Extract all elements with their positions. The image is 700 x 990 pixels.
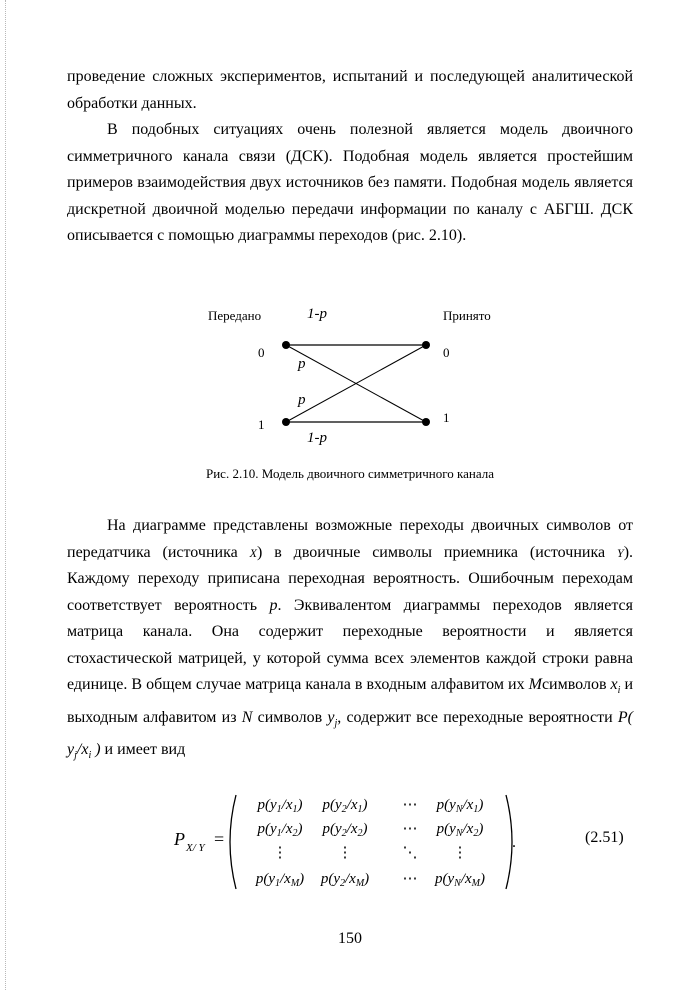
p3-text-5: символов — [541, 676, 611, 693]
p3-text-4: . Эквивалентом диаграммы переходов является матрица канала. Она содержит переходные вероятности и является стохастической матрицей, у которой сумма всех элементов каждой строки равна единице. В общем случае матрица канала в входным алфавитом их — [67, 596, 634, 693]
symbol-yj — [327, 708, 338, 729]
matrix-cell-r1-c3: $p(y_N/x_2)$ — [436, 821, 484, 839]
matrix-cell-r0-c0: $p(y_1/x_1)$ — [257, 797, 303, 815]
symbol-yj-base: y — [327, 708, 335, 726]
bsc-diagram-graphic — [200, 300, 500, 460]
p3-text-3: ). Каждому переходу приписана переходная вероятность. Ошибочным переходам соответствует вероятность — [67, 543, 634, 614]
matrix-lhs: P — [174, 829, 185, 849]
output-node-1 — [422, 418, 430, 426]
output-label-0: 0 — [443, 345, 450, 360]
left-paren — [230, 795, 236, 889]
received-label: Принято — [443, 308, 491, 323]
output-node-0 — [422, 341, 430, 349]
paragraph-2: В подобных ситуациях очень полезной является модель двоичного симметричного канала связи (ДСК). Подобная модель является простейшим примеров взаимодействия двух источников без памяти. Подобная модель является дискретной двоичной моделью передачи информации по каналу с АБГШ. ДСК описывается с помощью диаграммы переходов (рис. 2.10). — [67, 121, 633, 244]
p3-text-8: , содержит все переходные вероятности — [337, 708, 618, 726]
formula-period: . — [512, 834, 516, 851]
matrix-lhs-sub: X/ Y — [186, 842, 205, 854]
page-number: 150 — [338, 930, 362, 947]
p3-text-6: и выходным алфавитом из — [67, 676, 634, 726]
bottom-transition-prob: 1-p — [307, 430, 327, 446]
top-transition-prob: 1-p — [307, 306, 327, 322]
equation-number: (2.51) — [585, 829, 624, 846]
symbol-xi-base: x — [610, 676, 618, 693]
symbol-Y: Y — [617, 545, 624, 560]
channel-matrix-svg — [170, 787, 540, 897]
p3-text-2: ) в двоичные символы приемника (источника — [256, 543, 617, 561]
cross-prob-upper: p — [298, 356, 306, 372]
matrix-cell-r3-c1: $p(y_2/x_M)$ — [320, 871, 370, 889]
symbol-p: p — [269, 596, 278, 614]
input-node-1 — [282, 418, 290, 426]
transmitted-label: Передано — [208, 308, 262, 323]
probability-expr-P: P — [617, 708, 628, 726]
matrix-cell-r2-c2: ⋱ — [402, 845, 418, 861]
matrix-cell-r3-c3: $p(y_N/x_M)$ — [435, 871, 485, 889]
input-label-1: 1 — [258, 417, 265, 432]
symbol-xi-sub: i — [617, 685, 621, 697]
channel-matrix-formula — [170, 787, 540, 897]
cross-prob-lower: p — [298, 392, 306, 408]
page-edge-guide — [5, 0, 6, 990]
output-label-1: 1 — [443, 410, 450, 425]
matrix-cell-r0-c1: $p(y_2/x_1)$ — [322, 797, 368, 815]
p3-text-9: и имеет вид — [100, 741, 186, 759]
matrix-cell-r3-c2: ⋯ — [402, 871, 418, 887]
matrix-cell-r1-c2: ⋯ — [402, 821, 418, 837]
symbol-X: X — [249, 545, 257, 560]
paragraph-3 — [67, 513, 633, 770]
input-node-0 — [282, 341, 290, 349]
matrix-cells — [255, 797, 485, 889]
matrix-cell-r2-c1: ⋮ — [337, 845, 353, 861]
paragraph-1: проведение сложных экспериментов, испытаний и последующей аналитической обработки данных. — [67, 68, 633, 112]
matrix-cell-r2-c0: ⋮ — [272, 845, 288, 861]
p3-text-1: На диаграмме представлены возможные переходы двоичных символов от передатчика (источника — [67, 517, 633, 561]
probability-expr: P( $y_j/x_i$ ) — [67, 708, 633, 762]
symbol-N: N — [241, 708, 253, 726]
bsc-diagram — [200, 300, 500, 460]
symbol-M: M — [528, 676, 542, 693]
matrix-cell-r1-c1: $p(y_2/x_2)$ — [322, 821, 368, 839]
matrix-cell-r2-c3: ⋮ — [452, 845, 468, 861]
figure-caption: Рис. 2.10. Модель двоичного симметричного канала — [206, 466, 494, 481]
matrix-cell-r0-c2: ⋯ — [402, 797, 418, 813]
matrix-cell-r3-c0: $p(y_1/x_M)$ — [255, 871, 305, 889]
matrix-cell-r1-c0: $p(y_1/x_2)$ — [257, 821, 303, 839]
p3-text-7: символов — [252, 708, 328, 726]
symbol-yj-sub: j — [334, 717, 338, 729]
symbol-xi — [610, 676, 621, 697]
equals-sign: = — [214, 829, 225, 849]
matrix-cell-r0-c3: $p(y_N/x_1)$ — [436, 797, 484, 815]
input-label-0: 0 — [258, 345, 265, 360]
